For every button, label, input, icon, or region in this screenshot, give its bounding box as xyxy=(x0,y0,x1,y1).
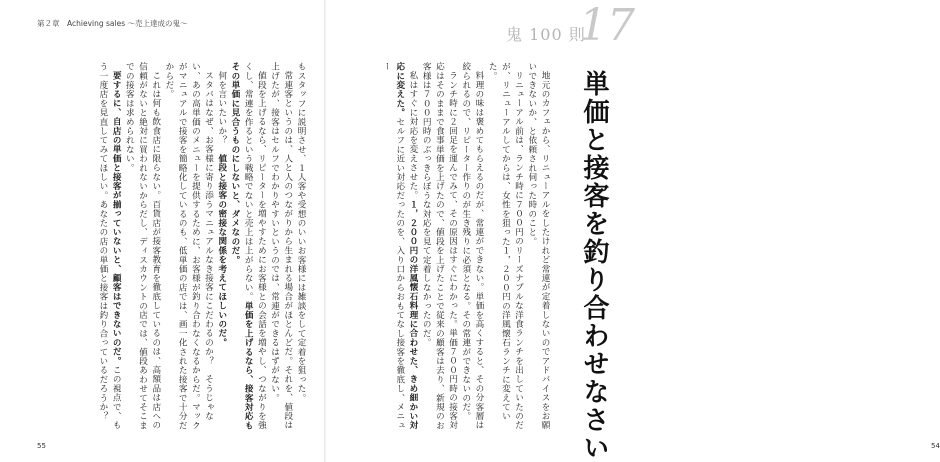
paragraph xyxy=(228,62,268,432)
running-head: 第２章 Achieving sales 〜売上達成の鬼〜 xyxy=(37,19,188,28)
paragraph xyxy=(379,62,419,432)
emphasis-text: 値段と接客の密接な関係を考えてほしいのだ。 xyxy=(216,153,227,347)
body-text: 地元のカフェから、リニューアルをしたけれど常連が定着しないのでアドバイスをお願いできないか、と依頼され伺った時のこと。 xyxy=(526,62,550,430)
body-text: 私はすぐに対応を変えさせた。 xyxy=(407,70,418,200)
paragraph xyxy=(525,62,551,432)
body-text: 値段を上げるなら、リピーターを増やすためにお客様との会話を増やし、つながりを強くし、常連を作るという戦略でないと売上は上がらない。 xyxy=(243,62,267,430)
paragraph xyxy=(122,62,162,432)
paragraph xyxy=(294,62,307,432)
rule-number: 17 xyxy=(579,0,635,51)
paragraph xyxy=(419,62,459,432)
body-text: リニューアル前は、ランチ時に７００円のリーズナブルな洋食ランチを出していたのだが、リニューアルしてからは、女性を狙った１，２００円の洋風懐石ランチに変えていた。 xyxy=(487,62,524,430)
body-text: 料理の味は褒めてもらえるのだが、常連ができない。単価を高くすると、その分客層は絞られるので、リピーター作りのが生き残りに必須となる。その常連ができないのだ。 xyxy=(460,62,484,430)
body-text: もスタッフに説明させ、１人客や受想のいいお客様には雑談をして定着を狙った。 xyxy=(296,62,306,403)
paragraph xyxy=(459,62,485,432)
body-text: この視点で、もう一度店を見直してみてほしい。あなたの店の単価と接客は釣り合っているだろうか？ xyxy=(97,62,122,430)
paragraph xyxy=(215,62,228,432)
left-page xyxy=(0,0,325,462)
page-number-left: 55 xyxy=(37,442,46,450)
emphasis-text: 要するに、自店の単価と接客が揃っていないと、顧客はできないのだ。 xyxy=(111,70,122,365)
rule-label: 鬼 100 則 xyxy=(506,25,586,44)
page-number-right: 54 xyxy=(931,442,940,450)
paragraph xyxy=(96,62,122,432)
body-text: 何を言いたいか？ xyxy=(216,70,227,154)
right-body-text xyxy=(356,62,551,432)
emphasis-text: 単価を上げるなら、接客対応もその単価に見合うものにしないと、ダメなのだ。 xyxy=(229,62,254,431)
body-text: これは何も飲食店に限らない。百貨店が接客教育を徹底しているのは、高額品は店への信頼がないと絶対に買われないからだし、ディスカウントの店では、値段あわせてそこまでの接客は求められない。 xyxy=(124,62,161,430)
paragraph xyxy=(485,62,525,432)
left-body-text xyxy=(22,62,307,432)
emphasis-text: １，２００円の洋風懐石料理に合わせた、きめ細かい対応に変えた。 xyxy=(394,62,418,430)
chapter-title: 単価と接客を釣り合わせなさい xyxy=(579,70,609,462)
body-text: 常連客というのは、人と人のつながりから生まれる場合がほとんどだ。それを、値段は上げたが、接客はセルフでわかりやすいというのでは、常連ができるはずがない。 xyxy=(269,62,293,430)
body-text: セルフに近い対応だったのを、入り口からおもてなし接客を徹底し、メニュー xyxy=(381,62,405,431)
paragraph xyxy=(267,62,293,432)
body-text: スタバはなぜ、お客様に寄り添うマニュアルなき接客にこだわるのか？ そうじゃない、あの高単価のメニューを提供するために、お客様が釣り合わなくなるからだ。マックがマニュアルで接客を簡略化しているのも、低単価の店では、画一化された接客で十分だからだ。 xyxy=(163,62,214,430)
body-text: ランチ時に２回足を運んでみて、その原因はすぐにわかった。単価７００円時の接客対応はそのままで食事単価を上げたので、値段を上げたことで従来の顧客は去り、新規のお客様は７００円時のぶっきらぼうな対応を見て定着しなかったのだ。 xyxy=(421,62,458,430)
paragraph xyxy=(162,62,215,432)
